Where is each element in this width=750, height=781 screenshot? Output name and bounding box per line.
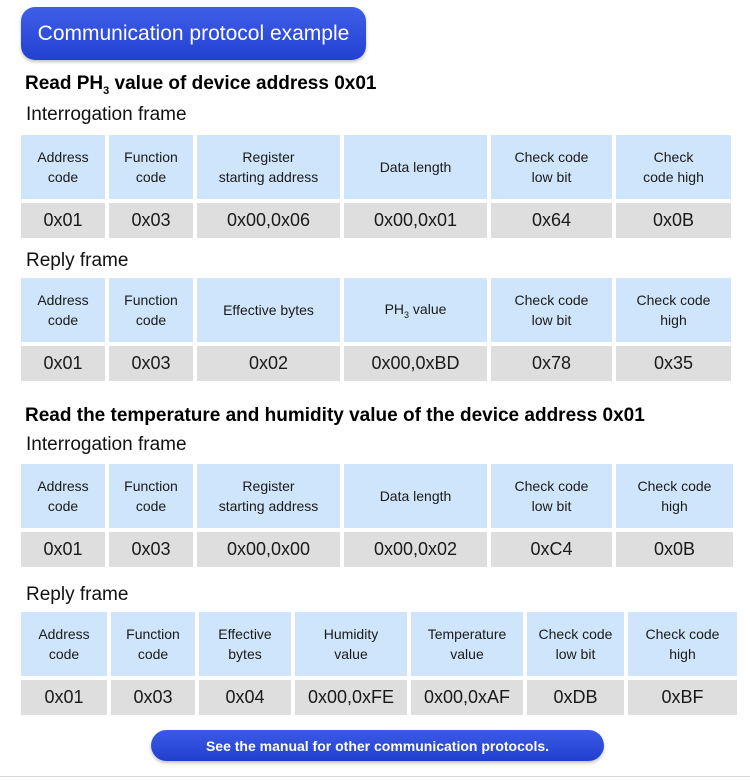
header-cell: Check code high bbox=[616, 278, 731, 342]
header-cell: Register starting address bbox=[197, 464, 340, 528]
value-cell: 0x00,0xFE bbox=[295, 680, 407, 715]
section1-reply-table bbox=[17, 274, 735, 385]
value-cell: 0xC4 bbox=[491, 532, 612, 567]
value-cell: 0x01 bbox=[21, 532, 105, 567]
header-cell: Address code bbox=[21, 278, 105, 342]
section2-reply-label: Reply frame bbox=[26, 584, 129, 605]
value-cell: 0x01 bbox=[21, 203, 105, 238]
table-value-row bbox=[21, 346, 731, 381]
value-cell: 0x00,0x00 bbox=[197, 532, 340, 567]
header-cell: Check code high bbox=[628, 612, 737, 676]
header-cell: Data length bbox=[344, 135, 487, 199]
section2-interrogation-label: Interrogation frame bbox=[26, 434, 187, 455]
value-cell: 0x01 bbox=[21, 680, 107, 715]
value-cell: 0x01 bbox=[21, 346, 105, 381]
header-cell: Check code high bbox=[616, 135, 731, 199]
section2-reply-table bbox=[17, 608, 741, 719]
value-cell: 0x02 bbox=[197, 346, 340, 381]
header-cell: Effective bytes bbox=[199, 612, 291, 676]
header-cell: Temperature value bbox=[411, 612, 523, 676]
ph-subscript: 3 bbox=[404, 310, 410, 320]
manual-note: See the manual for other communication protocols. bbox=[205, 737, 550, 754]
header-cell bbox=[344, 278, 487, 342]
table-header-row bbox=[21, 464, 733, 528]
value-cell: 0x00,0x06 bbox=[197, 203, 340, 238]
section1-title-suffix: value of device address 0x01 bbox=[109, 73, 377, 94]
section1-title bbox=[25, 73, 376, 95]
section1-interrogation-table bbox=[17, 131, 735, 242]
value-cell: 0x03 bbox=[109, 203, 193, 238]
header-title-banner bbox=[21, 7, 366, 60]
header-cell: Check code low bit bbox=[491, 135, 612, 199]
header-cell: Address code bbox=[21, 464, 105, 528]
header-cell: Humidity value bbox=[295, 612, 407, 676]
value-cell: 0x00,0x01 bbox=[344, 203, 487, 238]
manual-note-banner bbox=[151, 730, 604, 761]
header-cell: Address code bbox=[21, 612, 107, 676]
value-cell: 0x03 bbox=[111, 680, 195, 715]
section1-interrogation-label: Interrogation frame bbox=[26, 104, 187, 125]
header-cell: Function code bbox=[109, 135, 193, 199]
value-cell: 0xDB bbox=[527, 680, 624, 715]
header-cell: Check code low bit bbox=[491, 278, 612, 342]
value-cell: 0x03 bbox=[109, 532, 193, 567]
header-title: Communication protocol example bbox=[37, 21, 350, 45]
ph-suffix: value bbox=[409, 301, 447, 317]
value-cell: 0x35 bbox=[616, 346, 731, 381]
value-cell: 0x04 bbox=[199, 680, 291, 715]
header-cell: Function code bbox=[109, 278, 193, 342]
header-cell: Check code high bbox=[616, 464, 733, 528]
table-header-row bbox=[21, 612, 737, 676]
table-value-row bbox=[21, 532, 733, 567]
table-header-row bbox=[21, 135, 731, 199]
value-cell: 0x64 bbox=[491, 203, 612, 238]
value-cell: 0x00,0x02 bbox=[344, 532, 487, 567]
header-cell: Data length bbox=[344, 464, 487, 528]
value-cell: 0x0B bbox=[616, 203, 731, 238]
header-cell: Address code bbox=[21, 135, 105, 199]
value-cell: 0x78 bbox=[491, 346, 612, 381]
header-cell: Register starting address bbox=[197, 135, 340, 199]
value-cell: 0xBF bbox=[628, 680, 737, 715]
value-cell: 0x03 bbox=[109, 346, 193, 381]
section2-title: Read the temperature and humidity value of the device address 0x01 bbox=[25, 405, 645, 426]
header-cell: Check code low bit bbox=[527, 612, 624, 676]
header-cell: Function code bbox=[109, 464, 193, 528]
ph-label: PH bbox=[384, 301, 405, 317]
value-cell: 0x00,0xAF bbox=[411, 680, 523, 715]
section1-reply-label: Reply frame bbox=[26, 250, 129, 271]
table-header-row bbox=[21, 278, 731, 342]
table-value-row bbox=[21, 680, 737, 715]
value-cell: 0x0B bbox=[616, 532, 733, 567]
section1-title-prefix: Read PH bbox=[25, 73, 104, 94]
header-cell: Check code low bit bbox=[491, 464, 612, 528]
value-cell: 0x00,0xBD bbox=[344, 346, 487, 381]
section2-interrogation-table bbox=[17, 460, 737, 571]
header-cell: Effective bytes bbox=[197, 278, 340, 342]
table-value-row bbox=[21, 203, 731, 238]
header-cell: Function code bbox=[111, 612, 195, 676]
section1-title-subscript: 3 bbox=[103, 85, 110, 97]
bottom-divider bbox=[0, 776, 750, 777]
